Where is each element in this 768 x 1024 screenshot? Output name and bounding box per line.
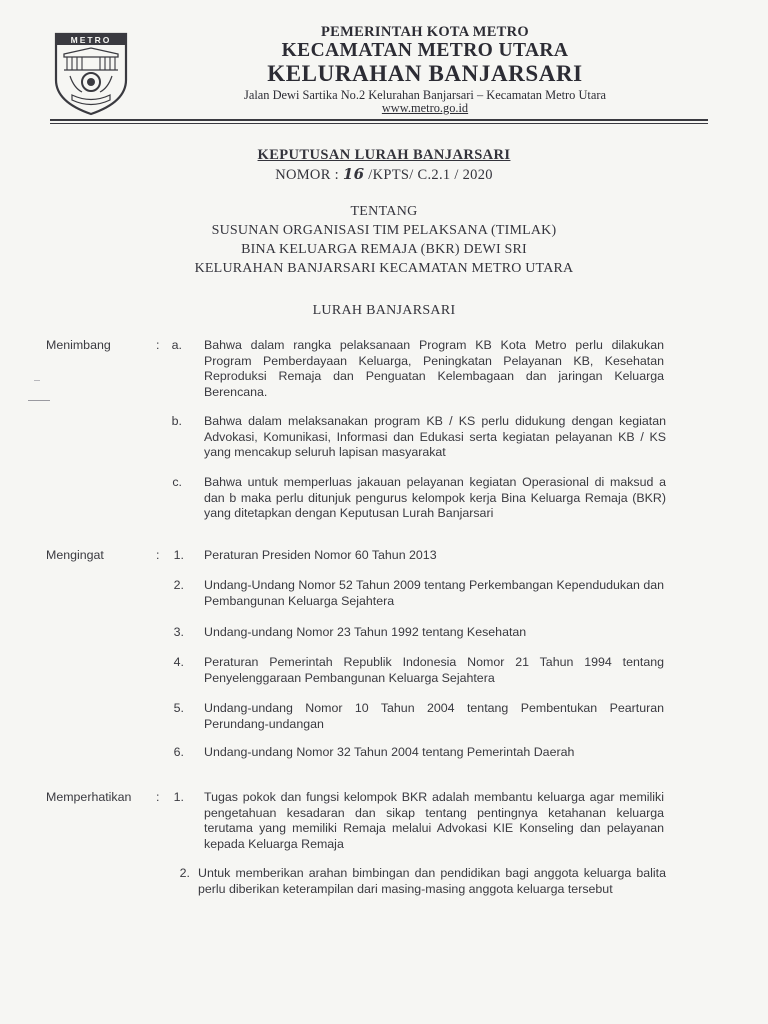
section-colon: :	[156, 338, 160, 352]
number-suffix: /KPTS/ C.2.1 / 2020	[364, 167, 493, 183]
memperhatikan-item-text: Tugas pokok dan fungsi kelompok BKR adalah membantu keluarga agar memiliki pengetahuan kesadaran dan sikap tentang pentingnya ketahanan keluarga terutama yang memiliki Remaja melalui Advokasi KIE Konseling dan pelayanan kepada Keluarga Remaja	[204, 790, 664, 851]
letterhead-address: Jalan Dewi Sartika No.2 Kelurahan Banjarsari – Kecamatan Metro Utara	[244, 88, 606, 102]
number-prefix: NOMOR :	[275, 167, 343, 183]
section-label-menimbang: Menimbang	[46, 338, 111, 352]
city-logo	[52, 32, 130, 116]
letterhead-village: KELURAHAN BANJARSARI	[267, 61, 583, 86]
letterhead-rule-thin	[50, 123, 708, 124]
item-marker: 2.	[179, 866, 190, 880]
mengingat-item-text: Peraturan Presiden Nomor 60 Tahun 2013	[204, 548, 437, 562]
memperhatikan-item-text: Untuk memberikan arahan bimbingan dan pendidikan bagi anggota keluarga balita perlu diberikan keterampilan dari masing-masing anggota keluarga tersebut	[198, 866, 666, 896]
mengingat-item-text: Undang-Undang Nomor 52 Tahun 2009 tentang Perkembangan Kependudukan dan Pembangunan Keluarga Sejahtera	[204, 578, 664, 608]
menimbang-item-text: Bahwa untuk memperluas jakauan pelayanan kegiatan Operasional di maksud a dan b maka perlu ditunjuk pengurus kelompok kerja Bina Keluarga Remaja (BKR) yang ditetapkan dengan Keputusan Lurah Banjarsari	[204, 475, 666, 521]
mengingat-item-text: Peraturan Pemerintah Republik Indonesia Nomor 21 Tahun 1994 tentang Penyelenggaraan Pembangunan Keluarga Sejahtera	[204, 655, 664, 685]
item-marker: 1.	[173, 548, 184, 562]
mengingat-item-text: Undang-undang Nomor 23 Tahun 1992 tentang Kesehatan	[204, 625, 527, 639]
decree-subject-line-1: SUSUNAN ORGANISASI TIM PELAKSANA (TIMLAK)	[211, 223, 557, 238]
item-marker: 6.	[173, 745, 184, 759]
item-marker: 5.	[173, 701, 184, 715]
decree-subject-line-2: BINA KELUARGA REMAJA (BKR) DEWI SRI	[241, 242, 527, 257]
item-marker: c.	[172, 475, 182, 489]
item-marker: b.	[171, 414, 182, 428]
decree-title: KEPUTUSAN LURAH BANJARSARI	[257, 147, 511, 163]
letterhead-rule-thick	[50, 119, 708, 121]
item-marker: 4.	[173, 655, 184, 669]
decree-number	[0, 165, 768, 184]
section-colon: :	[156, 548, 160, 562]
letterhead-district: KECAMATAN METRO UTARA	[281, 40, 569, 61]
letterhead-website: www.metro.go.id	[381, 101, 469, 115]
mengingat-item-text: Undang-undang Nomor 32 Tahun 2004 tentang Pemerintah Daerah	[204, 745, 575, 759]
decree-issuer: LURAH BANJARSARI	[312, 303, 456, 318]
number-handwritten: 16	[342, 165, 365, 183]
mengingat-item-text: Undang-undang Nomor 10 Tahun 2004 tentang Pembentukan Pearturan Perundang-undangan	[204, 701, 664, 731]
item-marker: 1.	[173, 790, 184, 804]
scan-mark	[28, 400, 50, 401]
item-marker: 2.	[173, 578, 184, 592]
item-marker: 3.	[173, 625, 184, 639]
section-colon: :	[156, 790, 160, 804]
scan-mark	[34, 380, 40, 381]
decree-about: TENTANG	[350, 204, 418, 219]
item-marker: a.	[171, 338, 182, 352]
decree-subject-line-3: KELURAHAN BANJARSARI KECAMATAN METRO UTARA	[194, 261, 574, 276]
logo-metro-text: METRO	[70, 35, 112, 45]
section-label-memperhatikan: Memperhatikan	[46, 790, 132, 804]
letterhead-government: PEMERINTAH KOTA METRO	[321, 24, 529, 40]
menimbang-item-text: Bahwa dalam melaksanakan program KB / KS perlu didukung dengan kegiatan Advokasi, Komunikasi, Informasi dan Edukasi serta kegiatan pelayanan KB / KS yang mencakup seluruh lapisan masyarakat	[204, 414, 666, 460]
section-label-mengingat: Mengingat	[46, 548, 104, 562]
menimbang-item-text: Bahwa dalam rangka pelaksanaan Program KB Kota Metro perlu dilakukan Program Pemberdayaan Keluarga, Peningkatan Pelayanan KB, Kesehatan Reproduksi Remaja dan Penguatan Kelembagaan dan jaringan Keluarga Berencana.	[204, 338, 664, 399]
